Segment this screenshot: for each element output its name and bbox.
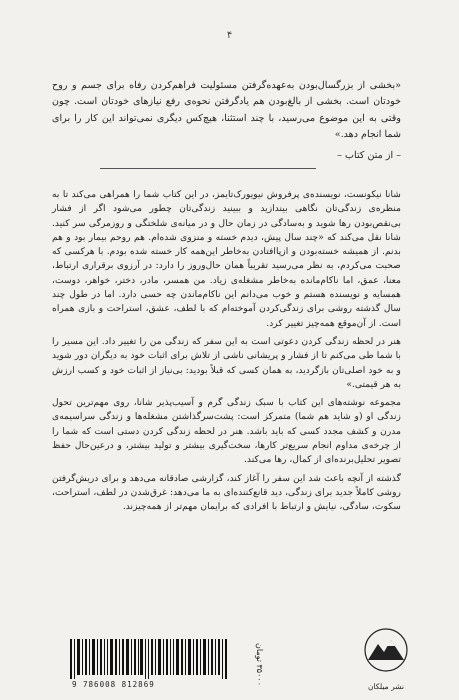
isbn-number: 9 786008 812869 — [72, 680, 155, 689]
page-mark: ۴ — [226, 30, 233, 41]
publisher-logo — [360, 628, 412, 690]
blurb-paragraph: گذشته از آنچه باعث شد این سفر را آغاز کند، گزارشی صادقانه می‌دهد و برای دریش‌گرفتن روشی کاملاً جدید برای زندگی، دید قانع‌کننده‌ای به ما می‌دهد: غرق‌شدن در لطف، استراحت، سکوت، سادگی، نیایش و ارتباط با افرادی که برایمان مهم‌تر از همه‌چیزند. — [52, 472, 401, 513]
publisher-mountain-icon — [364, 628, 408, 676]
divider — [100, 168, 316, 169]
blurb — [52, 188, 401, 519]
quote-source: – از متن کتاب – — [337, 150, 401, 161]
price-label: ۳۵۰۰۰ تومان — [255, 643, 264, 686]
pull-quote: «بخشی از بزرگسال‌بودن به‌عهده‌گرفتن مسئولیت فراهم‌کردن رفاه برای جسم و روح خودتان است. بخشی از بالغ‌بودن هم یادگرفتن نحوه‌ی رفع نیازهای خودتان است. چون وقتی به این موضوع می‌رسید، با چند استثنا، هیچ‌کس دیگری نمی‌تواند این کار را برای شما انجام دهد.» — [52, 80, 401, 141]
blurb-paragraph: مجموعه نوشته‌های این کتاب با سبک زندگی گرم و آسیب‌پذیر شانا، روی مهم‌ترین تحول زندگی او (و شاید هم شما) متمرکز است: پشت‌سرگذاشتن مشغله‌ها و زندگی سراسیمه‌ی مدرن و کشف مجدد کسی که باید باشد. هنر در لحظه زندگی کردن دستی است که شما را از چرخه‌ی مداوم انجام سریع‌تر کارها، سخت‌گیری بیشتر و تولید بیشتر، و درعین‌حال حفظ تصویر تحلیل‌برنده‌ای از کمال، رها می‌کند. — [52, 397, 401, 466]
blurb-paragraph: هنر در لحظه زندگی کردن دعوتی است به این سفر که زندگی من را تغییر داد. این مسیر را با شما طی می‌کنم تا از فشار و پریشانی ناشی از تلاش برای اثبات خود به دیگران دور شوید و به خود اصلی‌تان بازگردید، به همان کسی که قبلاً بودید: بی‌نیاز از اثبات خود و کسب ارزش به هر قیمتی.» — [52, 335, 401, 390]
blurb-paragraph: شانا نیکونست، نویسنده‌ی پرفروش نیویورک‌تایمز، در این کتاب شما را همراهی می‌کند تا به منظره‌ی زندگی‌تان نگاهی بیندازید و ببینید زندگی‌تان چطور می‌شود اگر از فشار بی‌نقص‌بودن رها شوید و به‌سادگی در زمان حال و در میانه‌ی شلختگی و روزمرگی سر کنید. شانا نقل می‌کند که «چند سال پیش، دیدم خسته و منزوی شده‌ام. هم روحم بیمار بود و هم بدنم. از همیشه خسته‌بودن و ازپاافتادن به‌خاطر این‌همه کار خسته شده بودم. با هرکسی که صحبت می‌کردم، به نظر می‌رسید تقریباً همان حال‌وروز را دارد: در آرزوی برقراری ارتباط، معنا، عمق، اما ناکام‌مانده به‌خاطر مشغله‌ی زیاد. من همسر، مادر، دختر، خواهر، دوست، همسایه و نویسنده هستم و خوب می‌دانم این ناکام‌ماندن چه حسی دارد. اما در طول چند سال گذشته روشی برای زندگی‌کردن آموخته‌ام که با لطف، عشق، استراحت و بازی همراه است. از آن‌موقع همه‌چیز تغییر کرد. — [52, 189, 401, 329]
barcode — [52, 639, 272, 679]
publisher-name: نشر میلکان — [368, 682, 404, 691]
